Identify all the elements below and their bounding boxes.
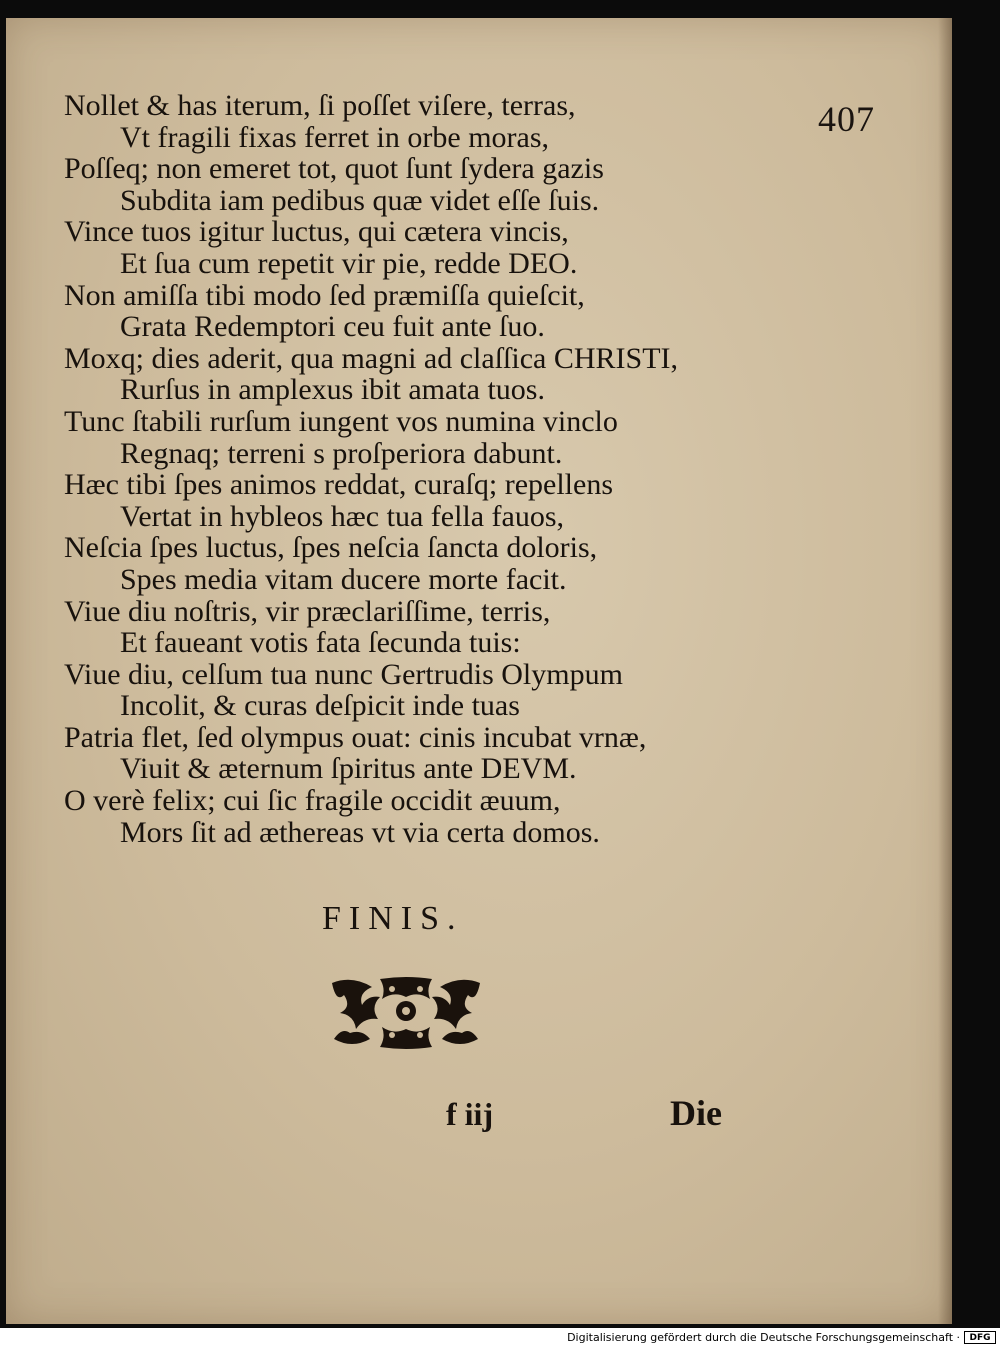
verse-line: Moxq; dies aderit, qua magni ad claſſica CHRISTI,	[64, 341, 679, 375]
page-edge-shadow	[938, 18, 952, 1324]
verse-line: Grata Redemptori ceu fuit ante ſuo.	[120, 310, 545, 344]
verse-line: Non amiſſa tibi modo ſed præmiſſa quieſcit,	[64, 278, 585, 312]
verse-line: Et faueant votis fata ſecunda tuis:	[120, 626, 521, 660]
verse-line: Patria flet, ſed olympus ouat: cinis incubat vrnæ,	[64, 720, 647, 754]
verse-line: Vt fragili fixas ferret in orbe moras,	[120, 120, 550, 154]
funding-credit: Digitalisierung gefördert durch die Deutsche Forschungsgemeinschaft ·	[567, 1331, 960, 1344]
verse-line: Vince tuos igitur luctus, qui cætera vincis,	[64, 215, 569, 249]
verse-line: Incolit, & curas deſpicit inde tuas	[120, 689, 520, 723]
verse-line: Vertat in hybleos hæc tua fella fauos,	[120, 499, 565, 533]
verse-line: Tunc ſtabili rurſum iungent vos numina vinclo	[64, 404, 618, 438]
catchword: Die	[670, 1093, 722, 1133]
finis-heading: FINIS.	[322, 900, 464, 937]
verse-line: Viuit & æternum ſpiritus ante DEVM.	[120, 752, 577, 786]
verse-line: Mors ſit ad æthereas vt via certa domos.	[120, 815, 600, 849]
verse-line: Spes media vitam ducere morte facit.	[120, 562, 567, 596]
verse-line: Neſcia ſpes luctus, ſpes neſcia ſancta doloris,	[64, 531, 598, 565]
dfg-logo: DFG	[964, 1331, 996, 1344]
verse-line: Viue diu noſtris, vir præclariſſime, terris,	[64, 594, 551, 628]
verse-line: Et ſua cum repetit vir pie, redde DEO.	[120, 246, 578, 280]
verse-line: Poſſeq; non emeret tot, quot ſunt ſydera gazis	[64, 152, 604, 186]
verse-line: Subdita iam pedibus quæ videt eſſe ſuis.	[120, 183, 600, 217]
footer-bar	[0, 1328, 1000, 1348]
verse-block	[64, 90, 724, 848]
book-page	[6, 18, 952, 1324]
signature-mark: f iij	[446, 1096, 494, 1132]
verse-line: Nollet & has iterum, ſi poſſet viſere, terras,	[64, 89, 576, 122]
verse-line: Rurſus in amplexus ibit amata tuos.	[120, 373, 545, 407]
verse-line: O verè felix; cui ſic fragile occidit æuum,	[64, 784, 561, 818]
verse-line: Viue diu, celſum tua nunc Gertrudis Olympum	[64, 657, 623, 691]
verse-line: Regnaq; terreni s proſperiora dabunt.	[120, 436, 563, 470]
verse-line: Hæc tibi ſpes animos reddat, curaſq; repellens	[64, 468, 614, 502]
page-number: 407	[818, 99, 875, 139]
printers-ornament	[322, 973, 490, 1053]
